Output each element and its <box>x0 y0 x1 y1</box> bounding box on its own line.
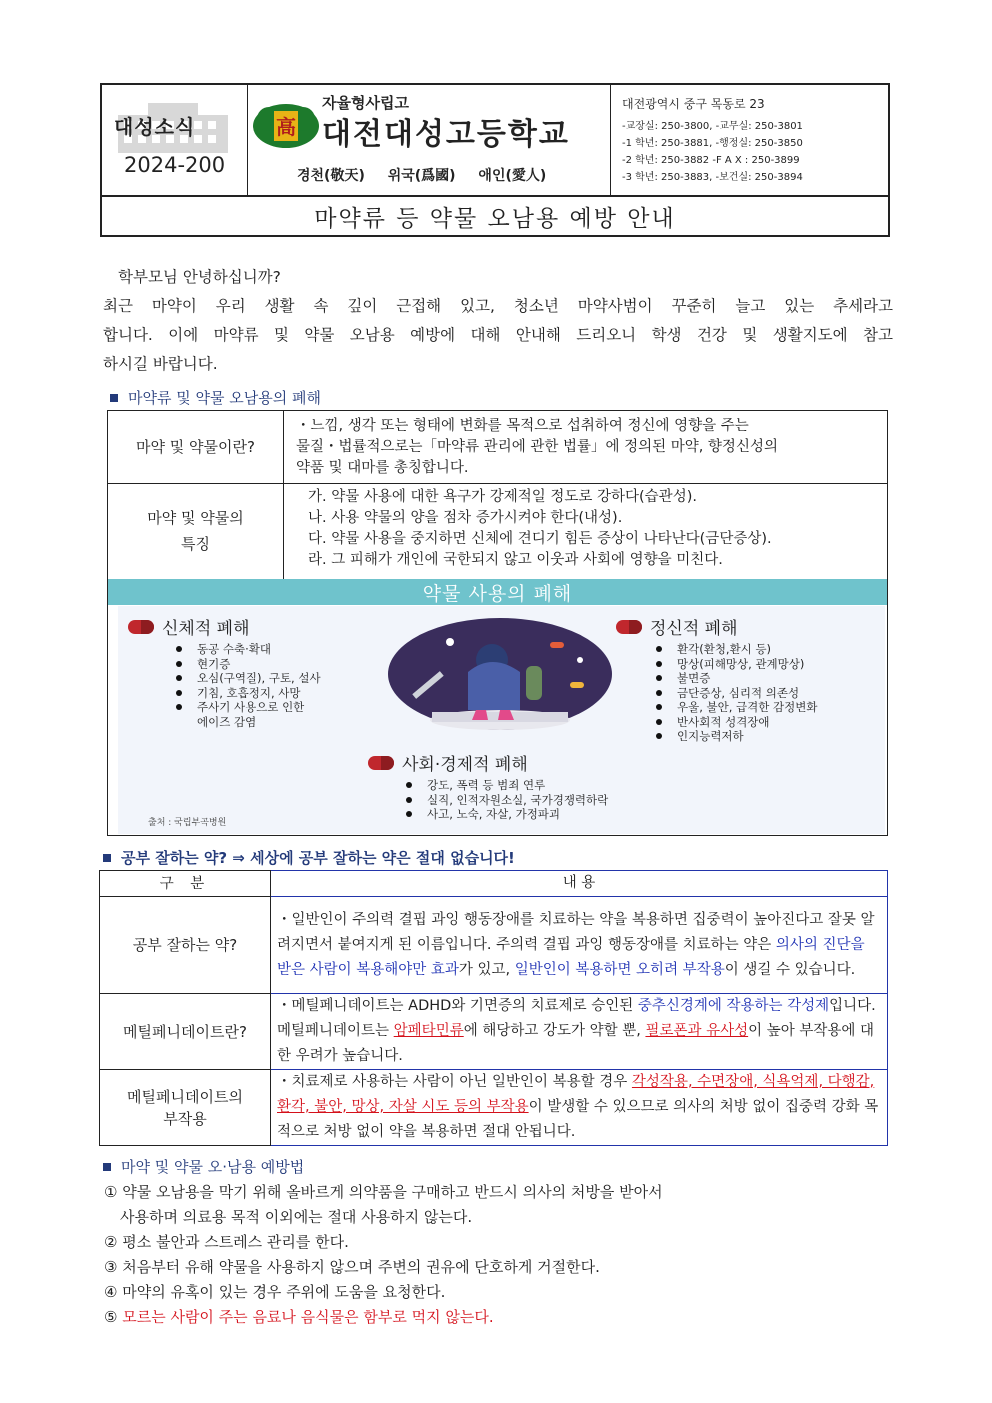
square-bullet-icon <box>110 394 118 402</box>
table-row <box>100 897 888 994</box>
issue-box <box>102 85 248 195</box>
social-harm-list <box>403 778 608 822</box>
table-row <box>108 483 887 580</box>
list-item: 불면증 <box>653 671 817 686</box>
text-span: ・치료제로 사용하는 사람이 아닌 일반인이 복용할 경우 <box>277 1074 632 1090</box>
study-drug-table-grid <box>99 870 888 1146</box>
distressed-person-illustration <box>380 612 620 730</box>
list-item: 오심(구역질), 구토, 설사 <box>173 671 321 686</box>
row-value <box>271 897 888 994</box>
phone-line: -2 학년: 250-3882 -F A X : 250-3899 <box>622 155 800 166</box>
social-harm-title <box>368 750 528 775</box>
list-item: 사고, 노숙, 자살, 가정파괴 <box>403 807 608 822</box>
harm-title-bar: 약물 사용의 폐해 <box>108 579 887 605</box>
section-heading <box>110 387 321 408</box>
table-row <box>100 994 888 1070</box>
row-label-line: 특징 <box>181 535 210 553</box>
school-identity <box>247 85 611 195</box>
list-item: 실직, 인적자원소실, 국가경쟁력하락 <box>403 793 608 808</box>
list-item: 강도, 폭력 등 범죄 연루 <box>403 778 608 793</box>
list-item: 금단증상, 심리적 의존성 <box>653 686 817 701</box>
category-title: 신체적 폐해 <box>162 619 250 639</box>
row-value <box>271 994 888 1070</box>
text-span: ・일반인이 주의력 결핍 과잉 행동장애를 치료하는 약을 복용하면 집중력이 높아진다고 잘못 알려지면서 붙여지게 된 이름입니다. 주의력 결핍 과잉 행동장애를 치료하는 약은 <box>277 911 875 953</box>
category-title: 사회·경제적 폐해 <box>402 755 528 775</box>
row-label: 공부 잘하는 약? <box>100 897 271 994</box>
row-label: 마약 및 약물이란? <box>108 411 284 483</box>
contact-box <box>610 85 888 195</box>
list-item: ④ 마약의 유혹이 있는 경우 주위에 도움을 요청한다. <box>104 1283 446 1301</box>
row-value <box>271 1070 888 1146</box>
row-value <box>296 416 873 479</box>
school-type: 자율형사립고 <box>322 94 409 112</box>
section-heading-text: 마약류 및 약물 오남용의 폐해 <box>128 389 321 407</box>
school-emblem-icon <box>252 99 320 153</box>
item-number: ⑤ <box>104 1308 123 1326</box>
section-heading <box>103 847 515 868</box>
list-item: ① 약물 오남용을 막기 위해 올바르게 의약품을 구매하고 반드시 의사의 처방을 받아서 <box>104 1183 663 1201</box>
category-title: 정신적 폐해 <box>650 619 738 639</box>
column-header: 내 용 <box>271 871 888 897</box>
text-span: 입니다. 메틸페니데이트는 <box>277 998 876 1039</box>
school-name: 대전대성고등학교 <box>322 117 570 152</box>
highlight-text: 중추신경계에 작용하는 각성제 <box>637 998 830 1014</box>
definition-line: 약품 및 대마를 총칭합니다. <box>296 460 469 476</box>
mental-harm-list <box>653 642 817 744</box>
row-label <box>108 483 284 579</box>
physical-harm-list <box>173 642 321 729</box>
text-span: 이 높아 부작용에 대한 우려가 높습니다. <box>277 1023 875 1064</box>
table-header-row <box>100 871 888 897</box>
characteristics-list <box>308 487 873 571</box>
intro-paragraph <box>103 292 893 379</box>
list-item: 가. 약물 사용에 대한 욕구가 강제적일 정도로 강하다(습관성). <box>308 489 697 505</box>
svg-text:高: 高 <box>276 115 296 139</box>
school-address: 대전광역시 중구 목동로 23 <box>622 97 765 111</box>
list-item: 기침, 호흡정지, 사망 <box>173 686 321 701</box>
phone-line: -교장실: 250-3800, -교무실: 250-3801 <box>622 121 803 132</box>
list-item: 주사기 사용으로 인한 <box>173 700 321 715</box>
row-label <box>100 1070 271 1146</box>
pill-icon <box>368 756 394 770</box>
list-item: 나. 사용 약물의 양을 점차 증가시켜야 한다(내성). <box>308 510 623 526</box>
pill-icon <box>128 620 154 634</box>
list-item: 사용하며 의료용 목적 이외에는 절대 사용하지 않는다. <box>120 1208 473 1226</box>
section-heading-text: 공부 잘하는 약? ⇒ 세상에 공부 잘하는 약은 절대 없습니다! <box>121 849 515 867</box>
text-span: 가 있고, <box>458 961 515 978</box>
section-heading <box>103 1156 304 1177</box>
highlight-text: 필로폰과 유사성 <box>645 1023 749 1039</box>
list-item: ② 평소 불안과 스트레스 관리를 한다. <box>104 1233 349 1251</box>
intro-line: 최근 마약이 우리 생활 속 깊이 근접해 있고, 청소년 마약사범이 꾸준히 늘고 있는 추세라고 <box>103 297 893 315</box>
list-item: 반사회적 성격장애 <box>653 715 817 730</box>
phone-line: -3 학년: 250-3883, -보건실: 250-3894 <box>622 172 803 183</box>
highlight-text: 의사의 진단을 받은 사람이 복용해야만 효과 <box>277 936 865 978</box>
definition-line: ・느낌, 생각 또는 형태에 변화를 목적으로 섭취하여 정신에 영향을 주는 <box>296 418 749 434</box>
text-span: 이 발생할 수 있으므로 의사의 처방 없이 집중력 강화 목적으로 처방 없이 약을 복용하면 절대 안됩니다. <box>277 1099 879 1140</box>
harm-infographic <box>118 606 885 834</box>
prevention-list <box>104 1180 663 1330</box>
list-item: 망상(피해망상, 관계망상) <box>653 657 817 672</box>
mental-harm-title <box>616 614 738 639</box>
row-label-line: 메틸페니데이트의 <box>127 1087 243 1106</box>
text-span: 이 생길 수 있습니다. <box>724 961 856 978</box>
pill-icon <box>616 620 642 634</box>
phone-line: -1 학년: 250-3881, -행정실: 250-3850 <box>622 138 803 149</box>
highlight-text: 모르는 사람이 주는 음료나 음식물은 함부로 먹지 않는다. <box>122 1308 494 1326</box>
section-heading-text: 마약 및 약물 오·남용 예방법 <box>121 1158 305 1176</box>
newsletter-label: 대성소식 <box>114 115 196 139</box>
list-item: 인지능력저하 <box>653 729 817 744</box>
study-drug-table <box>99 870 888 1141</box>
list-item: 에이즈 감염 <box>197 714 257 729</box>
highlight-text: 암페타민류 <box>393 1023 464 1039</box>
issue-number: 2024-200 <box>124 153 226 177</box>
list-item <box>104 1305 663 1330</box>
list-item: 현기증 <box>173 657 321 672</box>
physical-harm-title <box>128 614 250 639</box>
text-span: 에 해당하고 강도가 약할 뿐, <box>463 1023 646 1039</box>
highlight-text: 각성작용, 수면장애, 식욕억제, 다행감, 환각, 불안, 망상, 자살 시도 등의 부작용 <box>277 1074 875 1115</box>
highlight-text: 일반인이 복용하면 오히려 부작용 <box>514 961 725 978</box>
drug-harm-table <box>107 410 888 836</box>
list-item: 라. 그 피해가 개인에 국한되지 않고 이웃과 사회에 영향을 미친다. <box>308 552 723 568</box>
newsletter-header <box>100 83 890 237</box>
list-item: 환각(환청,환시 등) <box>653 642 817 657</box>
document-title: 마약류 등 약물 오남용 예방 안내 <box>314 205 676 232</box>
phone-list <box>622 118 803 186</box>
text-span: ・메틸페니데이트는 ADHD와 기면증의 치료제로 승인된 <box>277 998 638 1014</box>
school-motto: 경천(敬天) 위국(爲國) 애인(愛人) <box>297 168 547 184</box>
row-label-line: 마약 및 약물의 <box>147 509 244 527</box>
column-header: 구 분 <box>100 871 271 897</box>
list-item: 우울, 불안, 급격한 감정변화 <box>653 700 817 715</box>
row-label-line: 부작용 <box>163 1109 207 1128</box>
square-bullet-icon <box>103 1163 111 1171</box>
intro-line: 하시길 바랍니다. <box>103 355 218 373</box>
row-label: 메틸페니데이트란? <box>100 994 271 1070</box>
list-item: ③ 처음부터 유해 약물을 사용하지 않으며 주변의 권유에 단호하게 거절한다. <box>104 1258 600 1276</box>
table-row <box>108 411 887 484</box>
greeting: 학부모님 안녕하십니까? <box>118 268 281 286</box>
list-item: 동공 수축·확대 <box>173 642 321 657</box>
list-item: 다. 약물 사용을 중지하면 신체에 견디기 힘든 증상이 나타난다(금단증상). <box>308 531 772 547</box>
source-credit: 출처 : 국립부곡병원 <box>148 818 227 828</box>
intro-line: 합니다. 이에 마약류 및 약물 오남용 예방에 대해 안내해 드리오니 학생 건강 및 생활지도에 참고 <box>103 326 893 344</box>
definition-line: 물질・법률적으로는「마약류 관리에 관한 법률」에 정의된 마약, 향정신성의 <box>296 439 778 455</box>
header-top <box>102 85 888 197</box>
square-bullet-icon <box>103 854 111 862</box>
table-row <box>100 1070 888 1146</box>
